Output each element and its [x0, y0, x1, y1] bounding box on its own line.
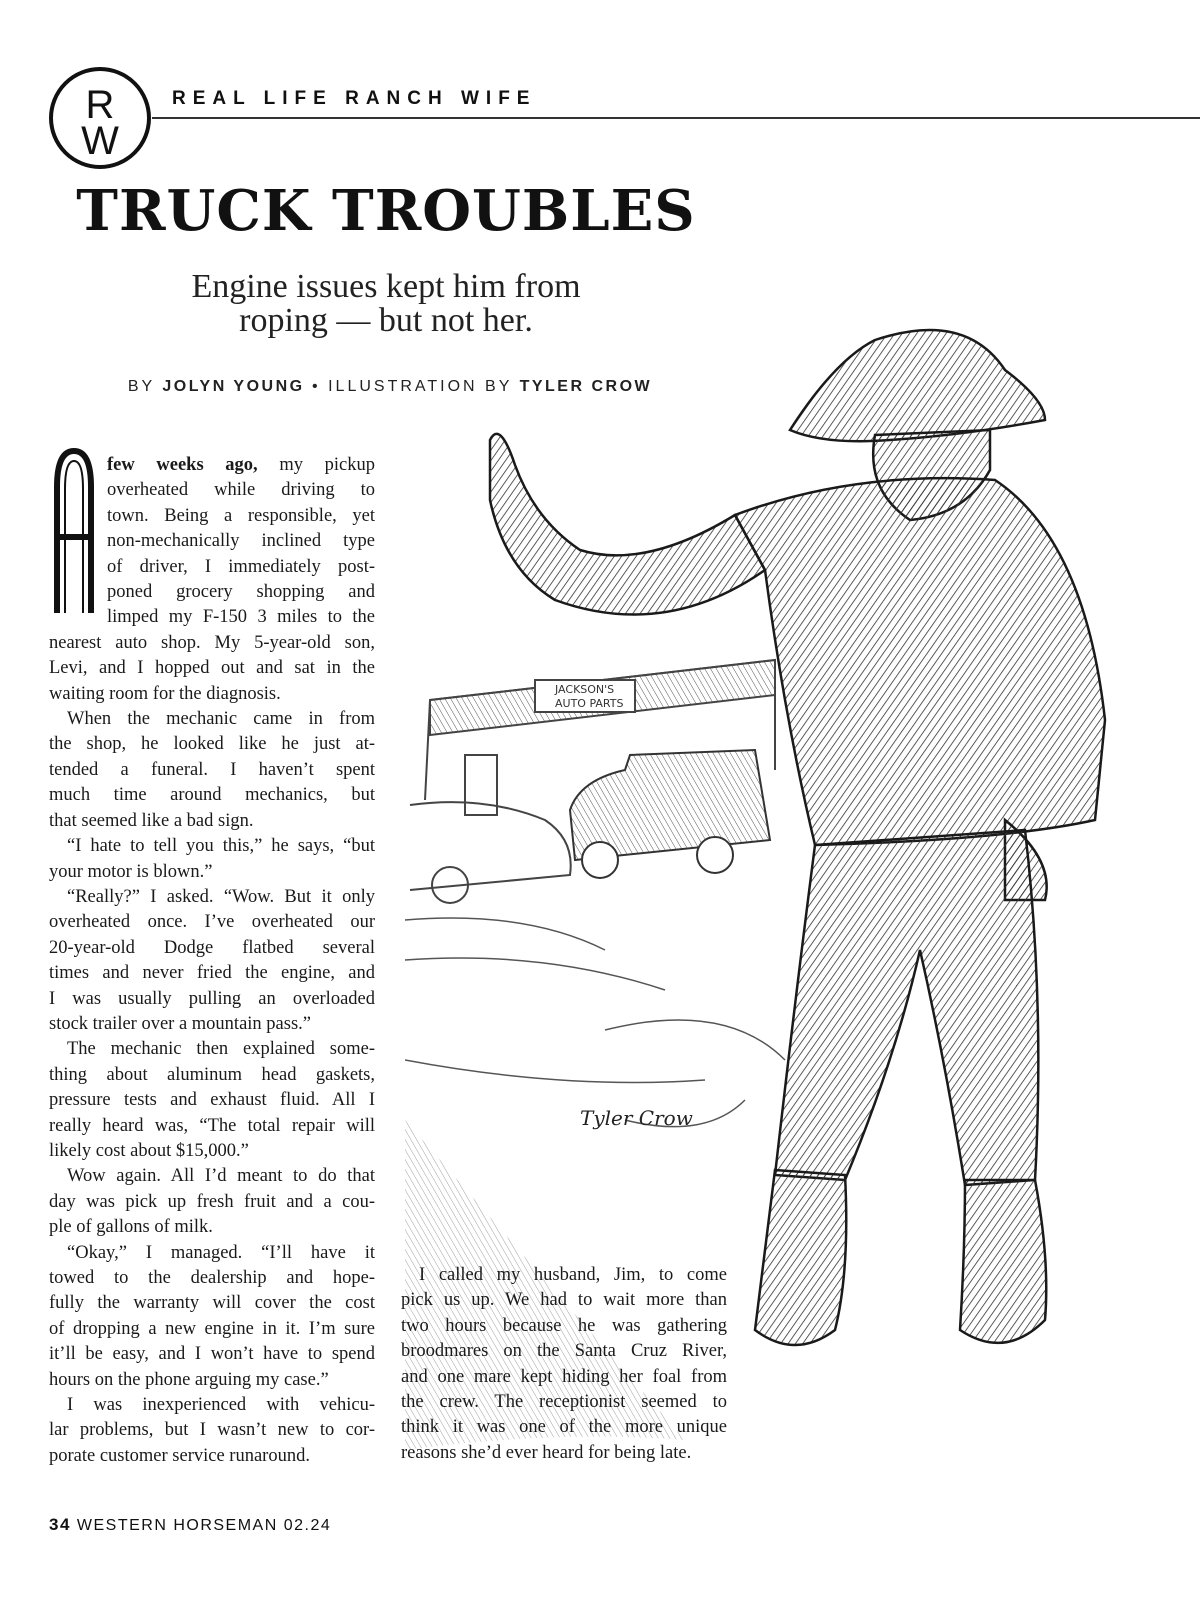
column-2-line: broodmares on the Santa Cruz River,	[401, 1341, 727, 1362]
byline-illustrator: TYLER CROW	[519, 378, 653, 395]
column-1-line: of dropping a new engine in it. I’m sure	[49, 1318, 375, 1339]
column-2-line: think it was one of the more unique	[401, 1417, 727, 1438]
rw-logo	[48, 66, 152, 170]
lead-in: few weeks ago,	[107, 455, 258, 475]
column-1-line: 20-year-old Dodge flatbed several	[49, 937, 375, 958]
column-1-line: fully the warranty will cover the cost	[49, 1293, 375, 1314]
section-label: REAL LIFE RANCH WIFE	[172, 88, 537, 109]
column-1-line: times and never fried the engine, and	[49, 963, 375, 984]
column-1-line: The mechanic then explained some-	[67, 1039, 375, 1060]
column-1-line: stock trailer over a mountain pass.”	[49, 1013, 311, 1034]
article-column-1	[49, 453, 375, 1469]
column-1-line: your motor is blown.”	[49, 861, 213, 882]
column-1-line: day was pick up fresh fruit and a cou-	[49, 1191, 375, 1212]
column-1-line: really heard was, “The total repair will	[49, 1115, 375, 1136]
column-1-line: overheated once. I’ve overheated our	[49, 912, 375, 933]
logo-letters-r: R	[85, 83, 115, 127]
column-1-line: overheated while driving to	[107, 480, 375, 501]
column-2-line: two hours because he was gathering	[401, 1315, 727, 1336]
byline-author: JOLYN YOUNG	[162, 378, 305, 395]
column-1-line: it’ll be easy, and I won’t have to spend	[49, 1344, 375, 1365]
column-1-line: waiting room for the diagnosis.	[49, 683, 281, 704]
column-1-line: I was usually pulling an overloaded	[49, 988, 375, 1009]
logo-letters-w: W	[81, 119, 119, 163]
shop-sign-line-1: JACKSON'S	[555, 683, 615, 696]
drop-cap-letter: A	[49, 447, 50, 448]
column-1-line: When the mechanic came in from	[67, 709, 375, 730]
column-1-line: thing about aluminum head gaskets,	[49, 1064, 375, 1085]
article-column-2	[401, 1263, 727, 1466]
column-1-line: Levi, and I hopped out and sat in the	[49, 658, 375, 679]
column-1-line: hours on the phone arguing my case.”	[49, 1369, 329, 1390]
column-1-line: non-mechanically inclined type	[107, 531, 375, 552]
column-2-line: I called my husband, Jim, to come	[419, 1265, 727, 1285]
byline-by: BY	[127, 378, 155, 395]
column-1-line: much time around mechanics, but	[49, 785, 375, 806]
column-1-line: pressure tests and exhaust fluid. All I	[49, 1090, 375, 1111]
page-number: 34	[49, 1515, 71, 1534]
column-1-line: “Really?” I asked. “Wow. But it only	[67, 886, 375, 907]
column-2-line: reasons she’d ever heard for being late.	[401, 1442, 692, 1463]
deck-line-2: roping — but not her.	[239, 302, 533, 339]
header-rule	[152, 117, 1200, 119]
parked-car	[410, 802, 571, 903]
column-1-line: I was inexperienced with vehicu-	[67, 1395, 375, 1416]
column-2-line: and one mare kept hiding her foal from	[401, 1366, 727, 1387]
column-1-line: of driver, I immediately post-	[107, 556, 375, 577]
column-1-line: likely cost about $15,000.”	[49, 1140, 249, 1161]
column-1-line: “Okay,” I managed. “I’ll have it	[67, 1242, 375, 1263]
artist-signature: Tyler Crow	[580, 1106, 693, 1130]
article-title: TRUCK TROUBLES	[76, 178, 696, 244]
publication-name: WESTERN HORSEMAN	[76, 1517, 278, 1534]
column-2-line: pick us up. We had to wait more than	[401, 1290, 727, 1311]
column-1-line: tended a funeral. I haven’t spent	[49, 759, 375, 780]
column-1-line: towed to the dealership and hope-	[49, 1268, 375, 1288]
column-1-line: town. Being a responsible, yet	[107, 505, 375, 526]
column-1-line: Wow again. All I’d meant to do that	[67, 1166, 375, 1187]
column-1-line: porate customer service runaround.	[49, 1445, 310, 1466]
column-1-line: nearest auto shop. My 5-year-old son,	[49, 632, 375, 653]
column-2-line: the crew. The receptionist seemed to	[401, 1392, 727, 1413]
column-1-line: few weeks ago, my pickup	[107, 455, 375, 475]
byline-illustration-by: ILLUSTRATION BY	[328, 378, 513, 395]
issue-date: 02.24	[283, 1517, 332, 1534]
byline-separator: •	[312, 378, 321, 395]
shop-sign-line-2: AUTO PARTS	[555, 697, 624, 710]
deck-line-1: Engine issues kept him from	[191, 268, 581, 305]
column-1-line: the shop, he looked like he just at-	[49, 734, 375, 755]
column-1-line: limped my F-150 3 miles to the	[107, 607, 375, 628]
column-1-line: lar problems, but I wasn’t new to cor-	[49, 1420, 375, 1441]
column-1-line: “I hate to tell you this,” he says, “but	[67, 836, 375, 857]
page-footer	[49, 1515, 331, 1535]
column-1-line: that seemed like a bad sign.	[49, 810, 254, 831]
column-1-line: poned grocery shopping and	[107, 582, 375, 603]
column-1-line: ple of gallons of milk.	[49, 1217, 213, 1238]
old-pickup-truck	[570, 750, 770, 878]
